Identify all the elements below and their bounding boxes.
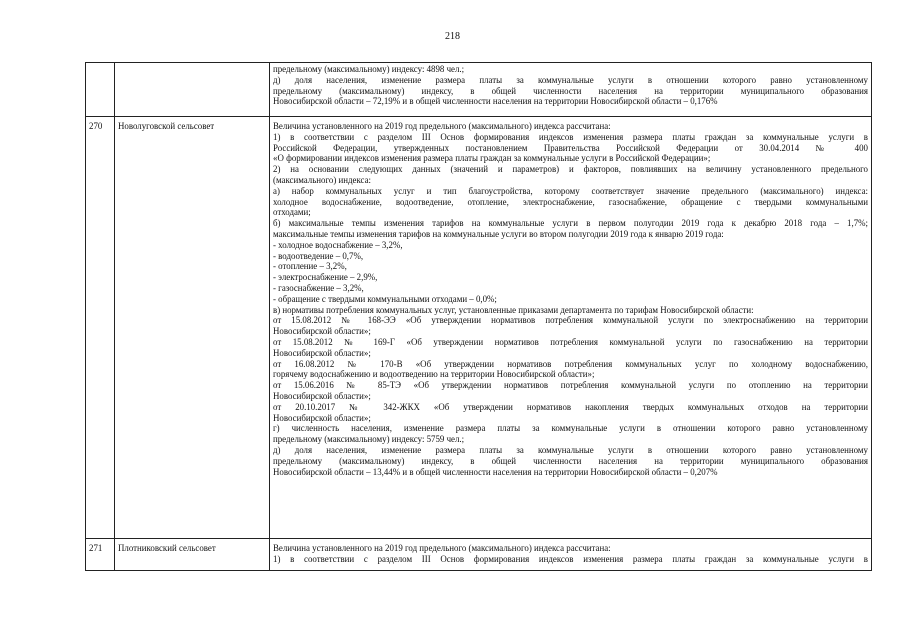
tariff-index-table xyxy=(85,62,872,571)
text-line: предельному (максимальному) индексу, в общей численности населения на территории муниципального образования xyxy=(273,455,868,466)
municipality-name: Новолуговской сельсовет xyxy=(115,117,270,539)
text-line: б) максимальные темпы изменения тарифов на коммунальные услуги в первом полугодии 2019 года к декабрю 2018 года – 1,7%; xyxy=(273,218,868,229)
text-line: от 15.08.2012 № 169-Г «Об утверждении нормативов потребления коммунальной услуги по газоснабжению на территории xyxy=(273,336,868,347)
text-line: д) доля населения, изменение размера платы за коммунальные услуги в отношении которого равно установленному xyxy=(273,444,868,455)
page-number: 218 xyxy=(445,31,460,42)
text-line: Новосибирской области»; xyxy=(273,390,371,401)
row-description xyxy=(270,63,872,117)
text-line: Новосибирской области»; xyxy=(273,412,371,423)
text-line: Российской Федерации, утвержденных постановлением Правительства Российской Федерации от 30.04.2014 № 400 xyxy=(273,142,868,153)
text-line: а) набор коммунальных услуг и тип благоустройства, которому соответствует значение предельного (максимального) индекса: xyxy=(273,185,868,196)
text-line: от 16.08.2012 № 170-В «Об утверждении нормативов потребления коммунальных услуг по холодному водоснабжению, xyxy=(273,358,868,369)
text-line: Величина установленного на 2019 год предельного (максимального) индекса рассчитана: xyxy=(273,121,611,131)
text-line: - водоотведение – 0,7%, xyxy=(273,250,364,261)
text-line: отходами; xyxy=(273,207,311,218)
text-line: максимальные темпы изменения тарифов на коммунальные услуги во втором полугодии 2019 года к январю 2019 года: xyxy=(273,228,724,239)
table-row-continued xyxy=(86,63,872,117)
text-line: - электроснабжение – 2,9%, xyxy=(273,272,378,283)
text-line: д) доля населения, изменение размера платы за коммунальные услуги в отношении которого равно установленному xyxy=(273,74,868,85)
row-number: 271 xyxy=(86,539,115,571)
table-row-271 xyxy=(86,539,872,571)
text-line: горячему водоснабжению и водоотведению на территории Новосибирской области»; xyxy=(273,369,595,380)
text-line: - отопление – 3,2%, xyxy=(273,261,347,272)
text-line: 1) в соответствии с разделом III Основ формирования индексов изменения размера платы граждан за коммунальные услуги в xyxy=(273,131,868,142)
table-row-270 xyxy=(86,117,872,539)
row-description xyxy=(270,117,872,539)
text-line: 2) на основании следующих данных (значений и параметров) и факторов, повлиявших на величину установленного предельного xyxy=(273,164,868,175)
text-line: «О формировании индексов изменения размера платы граждан за коммунальные услуги в Российской Федерации»; xyxy=(273,153,711,164)
municipality-name: Плотниковский сельсовет xyxy=(115,539,270,571)
text-line: - обращение с твердыми коммунальными отходами – 0,0%; xyxy=(273,293,497,304)
text-line: от 20.10.2017 № 342-ЖКХ «Об утверждении нормативов накопления твердых коммунальных отходов на территории xyxy=(273,401,868,412)
row-number xyxy=(86,63,115,117)
text-line: Новосибирской области – 72,19% и в общей численности населения на территории Новосибирской области – 0,176% xyxy=(273,96,718,107)
text-line: от 15.08.2012 № 168-ЭЭ «Об утверждении нормативов потребления коммунальной услуги по электроснабжению на территории xyxy=(273,315,868,326)
municipality-name xyxy=(115,63,270,117)
text-line: г) численность населения, изменение размера платы за коммунальные услуги в отношении которого равно установленному xyxy=(273,423,868,434)
row-description xyxy=(270,539,872,571)
text-line: (максимального) индекса: xyxy=(273,174,371,185)
text-line: холодное водоснабжение, водоотведение, отопление, электроснабжение, газоснабжение, обращение с твердыми коммунальными xyxy=(273,196,868,207)
row-number: 270 xyxy=(86,117,115,539)
text-line: предельному (максимальному) индексу, в общей численности населения на территории муниципального образования xyxy=(273,85,868,96)
text-line: - газоснабжение – 3,2%, xyxy=(273,282,364,293)
text-line: 1) в соответствии с разделом III Основ формирования индексов изменения размера платы граждан за коммунальные услуги в xyxy=(273,553,868,564)
text-line: предельному (максимальному) индексу: 4898 чел.; xyxy=(273,64,465,74)
text-line: Новосибирской области – 13,44% и в общей численности населения на территории Новосибирской области – 0,207% xyxy=(273,466,718,477)
text-line: - холодное водоснабжение – 3,2%, xyxy=(273,239,403,250)
text-line: предельному (максимальному) индексу: 5759 чел.; xyxy=(273,434,465,445)
text-line: в) нормативы потребления коммунальных услуг, установленные приказами департамента по тарифам Новосибирской области: xyxy=(273,304,754,315)
text-line: Величина установленного на 2019 год предельного (максимального) индекса рассчитана: xyxy=(273,543,611,553)
text-line: Новосибирской области»; xyxy=(273,326,371,337)
text-line: Новосибирской области»; xyxy=(273,347,371,358)
text-line: от 15.06.2016 № 85-ТЭ «Об утверждении нормативов потребления коммунальной услуги по отоплению на территории xyxy=(273,380,868,391)
